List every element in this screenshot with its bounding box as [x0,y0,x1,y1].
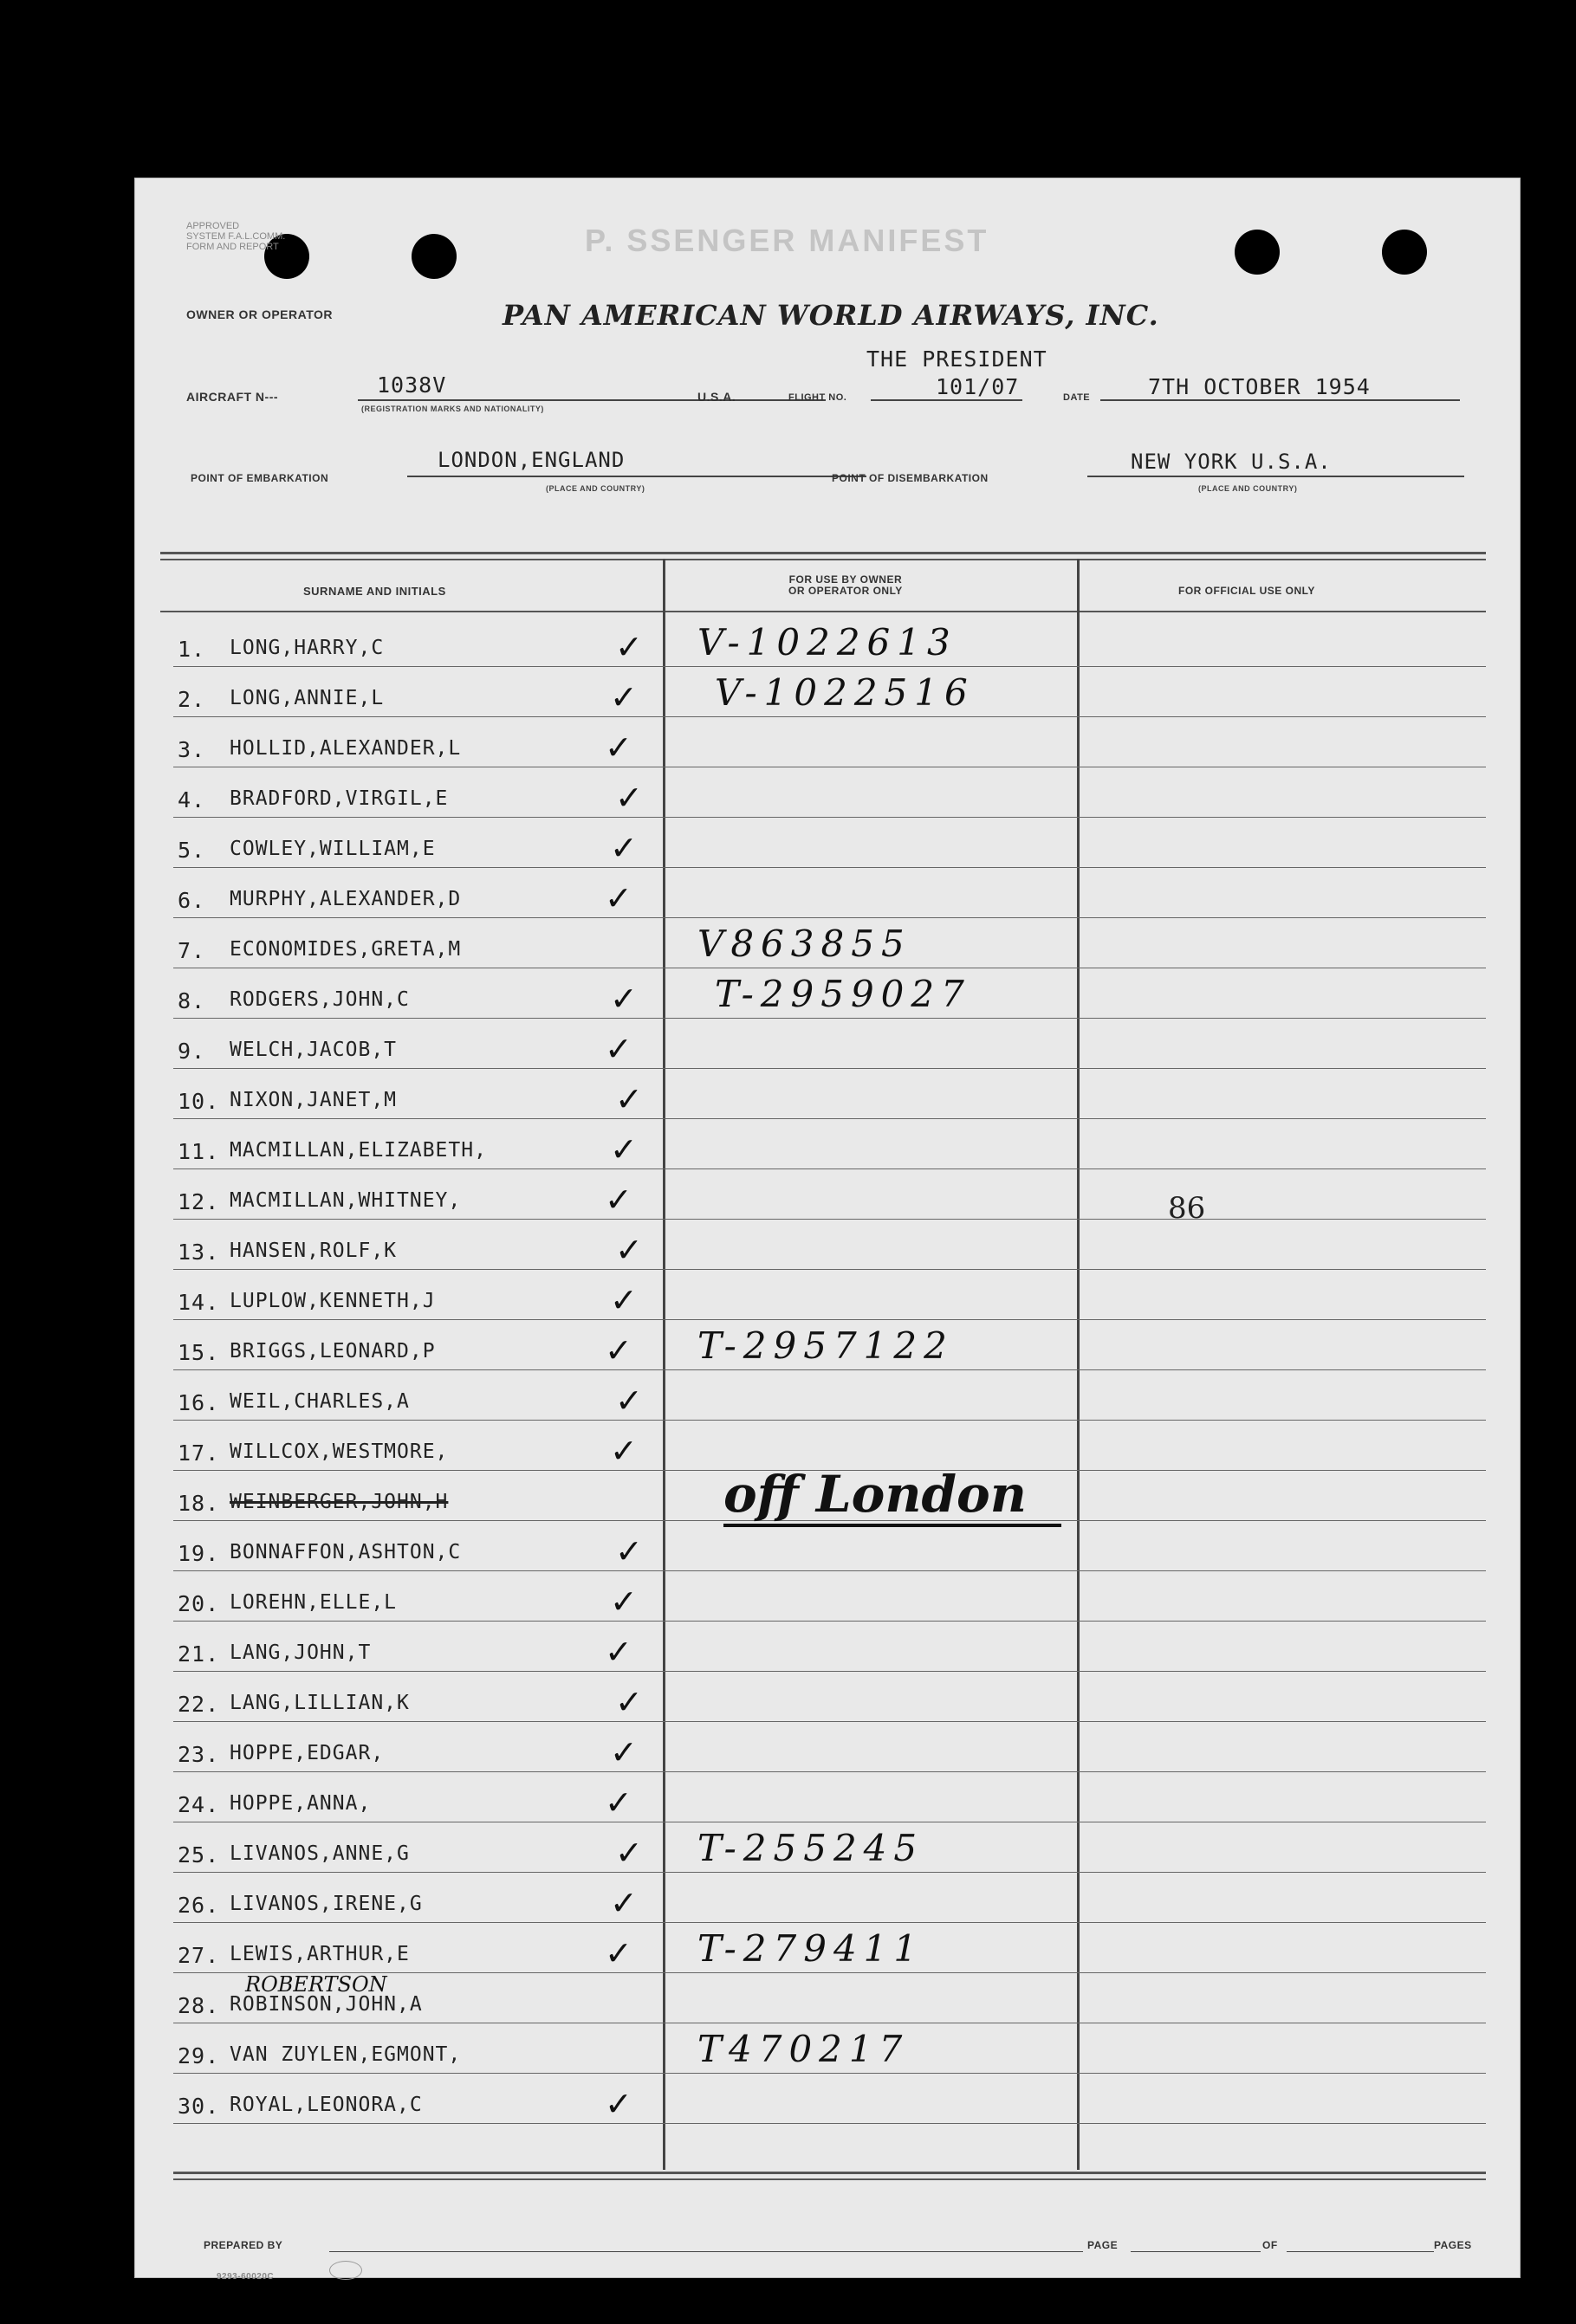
check-mark-icon: ✓ [615,1834,643,1872]
passenger-name: LONG,HARRY,C [230,637,385,659]
check-mark-icon: ✓ [615,628,643,666]
passenger-number: 27. [178,1943,220,1968]
passenger-number: 9. [178,1039,206,1064]
passenger-number: 5. [178,838,206,863]
form-title: P. SSENGER MANIFEST [585,223,989,258]
table-top-rule [160,552,1486,554]
check-mark-icon: ✓ [605,879,632,917]
passenger-number: 22. [178,1692,220,1717]
passenger-name: BONNAFFON,ASHTON,C [230,1541,462,1563]
prepared-by-label: PREPARED BY [204,2239,283,2251]
passenger-name: LANG,LILLIAN,K [230,1692,410,1714]
passenger-name: NIXON,JANET,M [230,1089,398,1111]
ticket-number: T-2957122 [697,1324,954,1367]
row-rule [173,1269,1486,1270]
passenger-number: 8. [178,988,206,1013]
pages-label: PAGES [1434,2239,1472,2251]
check-mark-icon: ✓ [610,980,638,1018]
embark-label: POINT OF EMBARKATION [191,472,329,484]
passenger-name: ECONOMIDES,GRETA,M [230,938,462,961]
passenger-number: 19. [178,1541,220,1566]
passenger-name: LANG,JOHN,T [230,1641,372,1664]
check-mark-icon: ✓ [610,1130,638,1168]
row-rule [173,1721,1486,1722]
approval-stamp: APPROVED SYSTEM F.A.L.COMM. FORM AND REPORT [186,221,286,252]
passenger-number: 21. [178,1641,220,1667]
column-divider [1077,559,1080,2170]
row-rule [173,1118,1486,1119]
of-label: OF [1262,2239,1278,2251]
passenger-name: LIVANOS,IRENE,G [230,1893,423,1915]
prepared-by-line [329,2251,1083,2252]
table-bottom-rule [173,2172,1486,2174]
flight-label: FLIGHT NO. [788,392,847,403]
check-mark-icon: ✓ [605,728,632,767]
col-header-official: FOR OFFICIAL USE ONLY [1178,585,1315,597]
check-mark-icon: ✓ [610,1432,638,1470]
check-mark-icon: ✓ [610,829,638,867]
nationality: U.S.A. [697,390,736,404]
table-bottom-rule [173,2178,1486,2180]
row-rule [173,1369,1486,1370]
ticket-number: T-2959027 [715,973,971,1015]
passenger-name: WILLCOX,WESTMORE, [230,1440,449,1463]
passenger-name: ROBINSON,JOHN,A [230,1993,423,2016]
ticket-number: V-1022516 [715,671,975,714]
passenger-name: LOREHN,ELLE,L [230,1591,398,1614]
row-rule [173,867,1486,868]
col-header-owner: FOR USE BY OWNER OR OPERATOR ONLY [788,573,903,597]
date-value: 7TH OCTOBER 1954 [1148,374,1371,399]
passenger-number: 17. [178,1440,220,1466]
check-mark-icon: ✓ [615,1382,643,1420]
passenger-name: LONG,ANNIE,L [230,687,385,709]
passenger-name: RODGERS,JOHN,C [230,988,410,1011]
passenger-number: 29. [178,2043,220,2068]
ticket-number: V-1022613 [697,621,957,664]
passenger-number: 28. [178,1993,220,2018]
passenger-name: BRIGGS,LEONARD,P [230,1340,436,1363]
ticket-number: V863855 [697,922,911,965]
date-underline [1100,399,1460,401]
check-mark-icon: ✓ [605,1030,632,1068]
passenger-name: COWLEY,WILLIAM,E [230,838,436,860]
check-mark-icon: ✓ [610,1733,638,1771]
row-rule [173,2073,1486,2074]
passenger-name: VAN ZUYLEN,EGMONT, [230,2043,462,2066]
row-rule [173,1068,1486,1069]
check-mark-icon: ✓ [605,1934,632,1972]
off-london-note: off London [723,1465,1061,1527]
ticket-number: T-255245 [697,1827,924,1869]
passenger-number: 11. [178,1139,220,1164]
passenger-name: HOPPE,ANNA, [230,1792,372,1815]
passenger-number: 7. [178,938,206,963]
passenger-number: 26. [178,1893,220,1918]
check-mark-icon: ✓ [615,1532,643,1570]
row-rule [173,1018,1486,1019]
union-label-stamp [329,2261,362,2280]
disembark-label: POINT OF DISEMBARKATION [832,472,989,484]
column-divider [663,559,665,2170]
row-rule [173,1922,1486,1923]
passenger-number: 18. [178,1491,220,1516]
row-rule [173,1872,1486,1873]
row-rule [173,817,1486,818]
check-mark-icon: ✓ [605,1633,632,1671]
passenger-number: 16. [178,1390,220,1415]
row-rule [173,1671,1486,1672]
registration-caption: (REGISTRATION MARKS AND NATIONALITY) [361,405,544,413]
row-rule [173,1219,1486,1220]
passenger-name: BRADFORD,VIRGIL,E [230,787,449,810]
passenger-name: LIVANOS,ANNE,G [230,1842,410,1865]
passenger-number: 13. [178,1240,220,1265]
punch-hole [1235,230,1280,275]
check-mark-icon: ✓ [605,2085,632,2123]
row-rule [173,1420,1486,1421]
disembark-place: NEW YORK U.S.A. [1131,450,1332,474]
col-header-surname: SURNAME AND INITIALS [303,585,446,598]
punch-hole [1382,230,1427,275]
passenger-number: 30. [178,2094,220,2119]
check-mark-icon: ✓ [615,1080,643,1118]
check-mark-icon: ✓ [610,1884,638,1922]
passenger-name: HOPPE,EDGAR, [230,1742,385,1764]
passenger-name: WEIL,CHARLES,A [230,1390,410,1413]
check-mark-icon: ✓ [610,678,638,716]
embark-place-caption: (PLACE AND COUNTRY) [546,484,645,493]
passenger-number: 23. [178,1742,220,1767]
passenger-number: 1. [178,637,206,662]
header-rule [160,611,1486,612]
owner-label: OWNER OR OPERATOR [186,307,333,321]
passenger-number: 24. [178,1792,220,1817]
aircraft-name: THE PRESIDENT [866,346,1047,372]
page-line [1131,2251,1261,2252]
passenger-number: 14. [178,1290,220,1315]
punch-hole [412,234,457,279]
row-rule [173,1168,1486,1169]
passenger-name: HANSEN,ROLF,K [230,1240,398,1262]
aircraft-label: AIRCRAFT N--- [186,390,279,404]
check-mark-icon: ✓ [605,1783,632,1822]
check-mark-icon: ✓ [615,1683,643,1721]
passenger-name: HOLLID,ALEXANDER,L [230,737,462,760]
check-mark-icon: ✓ [610,1281,638,1319]
passenger-name: MURPHY,ALEXANDER,D [230,888,462,910]
row-rule [173,2123,1486,2124]
passenger-name: LEWIS,ARTHUR,E [230,1943,410,1965]
row-rule [173,917,1486,918]
row-rule [173,666,1486,667]
row-rule [173,1771,1486,1772]
date-label: DATE [1063,392,1091,403]
passenger-name: MACMILLAN,WHITNEY, [230,1189,462,1212]
disembark-place-caption: (PLACE AND COUNTRY) [1198,484,1298,493]
row-rule [173,716,1486,717]
passenger-number: 15. [178,1340,220,1365]
passenger-number: 3. [178,737,206,762]
form-code: 9293-60020C [217,2272,275,2282]
airline-name: PAN AMERICAN WORLD AIRWAYS, INC. [503,299,1159,332]
passenger-name: MACMILLAN,ELIZABETH, [230,1139,487,1162]
disembark-underline [1087,476,1464,477]
passenger-number: 4. [178,787,206,812]
passenger-number: 2. [178,687,206,712]
passenger-number: 20. [178,1591,220,1616]
embark-place: LONDON,ENGLAND [438,448,626,472]
check-mark-icon: ✓ [605,1181,632,1219]
passenger-name: LUPLOW,KENNETH,J [230,1290,436,1312]
ticket-number: T-279411 [697,1927,924,1970]
passenger-name: ROYAL,LEONORA,C [230,2094,423,2116]
passenger-number: 6. [178,888,206,913]
passenger-name: WELCH,JACOB,T [230,1039,398,1061]
flight-number: 101/07 [936,374,1020,399]
page-label: PAGE [1087,2239,1119,2251]
manifest-sheet [134,178,1521,2282]
table-top-rule [160,559,1486,560]
of-line [1287,2251,1434,2252]
embark-underline [407,476,866,477]
passenger-name: WEINBERGER,JOHN,H [230,1491,449,1513]
check-mark-icon: ✓ [615,779,643,817]
aircraft-number: 1038V [377,372,447,398]
handwritten-correction: ROBERTSON [245,1972,387,1997]
official-note: 86 [1168,1191,1206,1226]
ticket-number: T470217 [697,2028,910,2070]
row-rule [173,1570,1486,1571]
row-rule [173,1319,1486,1320]
check-mark-icon: ✓ [615,1231,643,1269]
check-mark-icon: ✓ [605,1331,632,1369]
passenger-number: 25. [178,1842,220,1868]
passenger-number: 12. [178,1189,220,1214]
passenger-number: 10. [178,1089,220,1114]
check-mark-icon: ✓ [610,1583,638,1621]
row-rule [173,1621,1486,1622]
aircraft-underline [358,399,826,401]
flight-underline [871,399,1022,401]
